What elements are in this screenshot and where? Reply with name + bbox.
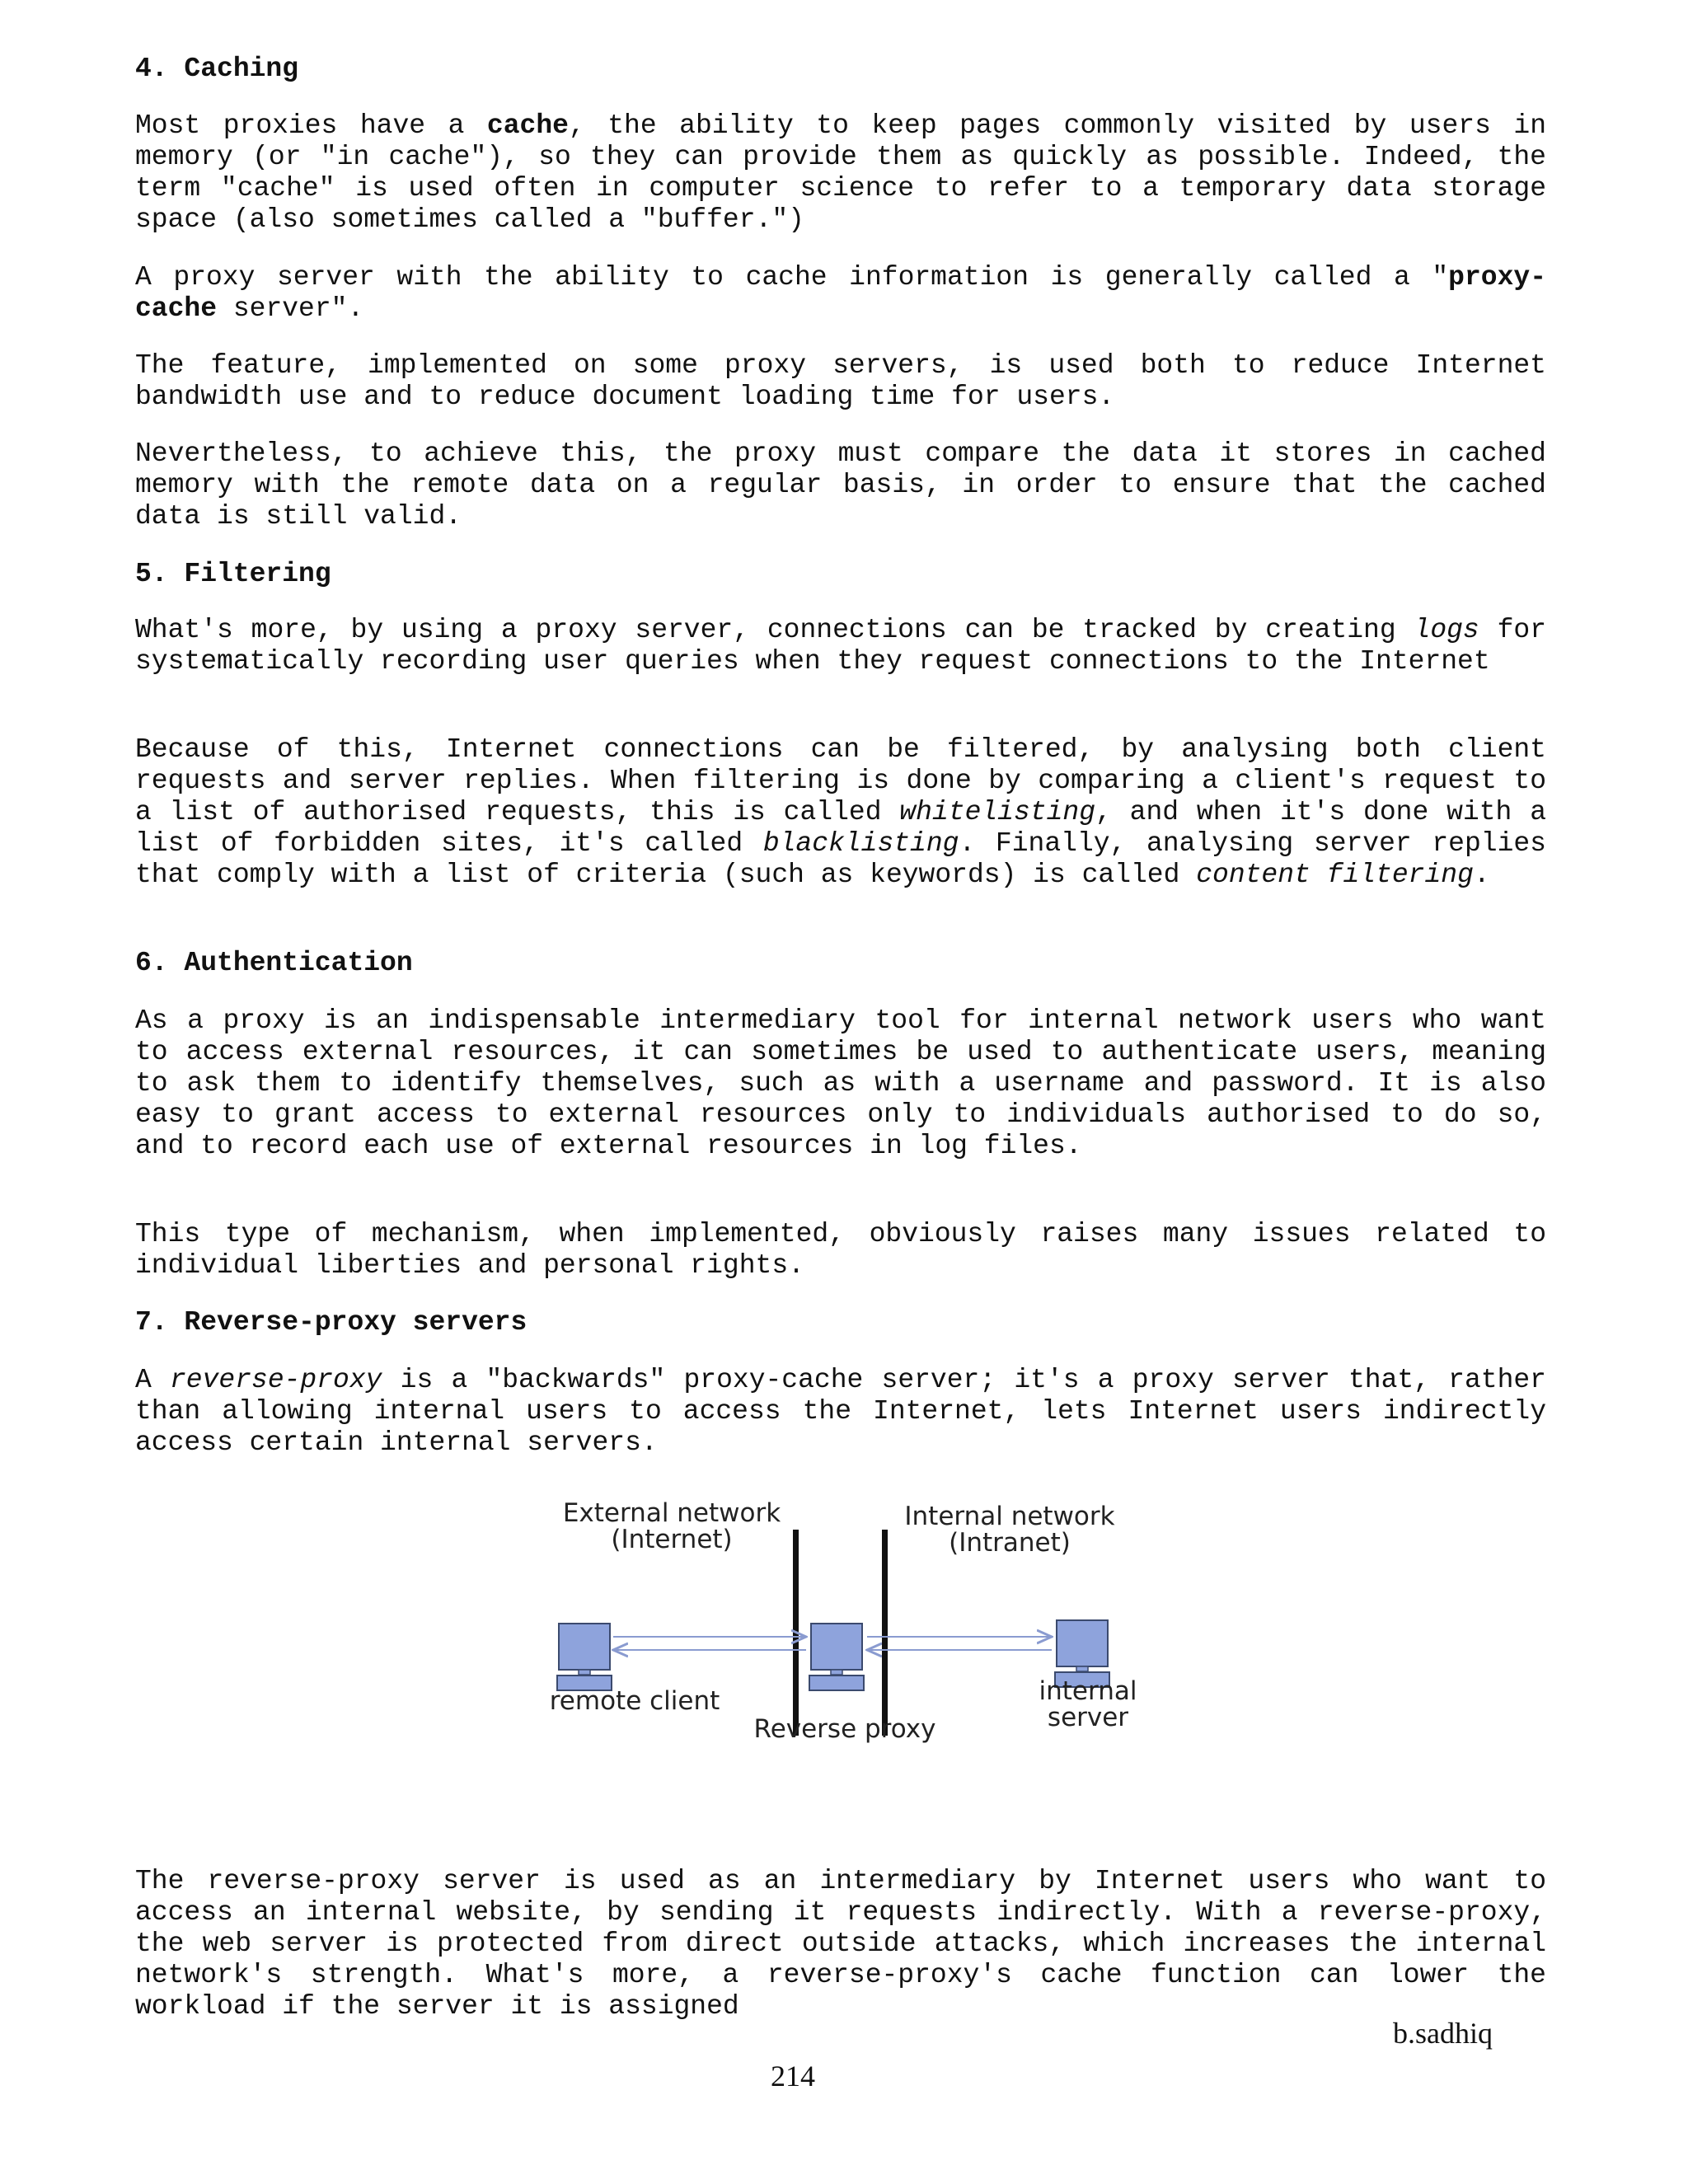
caching-paragraph-1: Most proxies have a cache, the ability to keep pages commonly visited by users in memory (or "in cache"), so they can provide them as quickly as possible. Indeed, the term "cache" is used often in computer science to refer to a temporary data storage space (also sometimes called a "buffer.") [135,110,1546,235]
authentication-paragraph-2: This type of mechanism, when implemented, obviously raises many issues related to individual liberties and personal rights. [135,1219,1546,1281]
page-number: 214 [771,2060,815,2093]
internal-server-label: internal server [1039,1676,1137,1732]
reverse-proxy-computer-icon [809,1624,864,1690]
remote-client-label: remote client [549,1686,720,1716]
external-firewall-wall [793,1530,799,1736]
reverse-proxy-paragraph-2: The reverse-proxy server is used as an intermediary by Internet users who want to access an internal website, by sending it requests indirectly. With a reverse-proxy, the web server is protected from direct outside attacks, which increases the internal network's strength. What's more, a reverse-proxy's cache function can lower the workload if the server it is assigned [135,1866,1546,2022]
filtering-paragraph-1: What's more, by using a proxy server, connections can be tracked by creating logs for systematically recording user queries when they request connections to the Internet [135,615,1546,677]
internal-firewall-wall [882,1530,888,1736]
remote-client-computer-icon [557,1624,612,1690]
reverse-proxy-paragraph-1: A reverse-proxy is a "backwards" proxy-cache server; it's a proxy server that, rather than allowing internal users to access the Internet, lets Internet users indirectly access certain internal servers. [135,1365,1546,1458]
reverse-proxy-label: Reverse proxy [753,1714,936,1744]
caching-paragraph-4: Nevertheless, to achieve this, the proxy must compare the data it stores in cached memory with the remote data on a regular basis, in order to ensure that the cached data is still valid. [135,438,1546,532]
external-network-label: External network (Internet) [562,1498,781,1554]
authentication-paragraph-1: As a proxy is an indispensable intermediary tool for internal network users who want to access external resources, it can sometimes be used to authenticate users, meaning to ask them to identify themselves, such as with a username and password. It is also easy to grant access to external resources only to individuals authorised to do so, and to record each use of external resources in log files. [135,1005,1546,1161]
section-heading-authentication: 6. Authentication [135,948,413,978]
filtering-paragraph-2: Because of this, Internet connections can be filtered, by analysing both client requests and server replies. When filtering is done by comparing a client's request to a list of authorised requests, this is called whitelisting, and when it's done with a list of forbidden sites, it's called blacklisting. Finally, analysing server replies that comply with a list of criteria (such as keywords) is called content filtering. [135,734,1546,890]
section-heading-caching: 4. Caching [135,54,299,84]
reverse-proxy-diagram [544,1500,1137,1772]
internal-network-label: Internal network (Intranet) [904,1502,1115,1558]
section-heading-filtering: 5. Filtering [135,559,331,589]
author-signature: b.sadhiq [1393,2017,1493,2050]
caching-paragraph-3: The feature, implemented on some proxy servers, is used both to reduce Internet bandwidth use and to reduce document loading time for users. [135,350,1546,412]
section-heading-reverse-proxy: 7. Reverse-proxy servers [135,1307,528,1338]
caching-paragraph-2: A proxy server with the ability to cache information is generally called a "proxy-cache server". [135,262,1546,324]
